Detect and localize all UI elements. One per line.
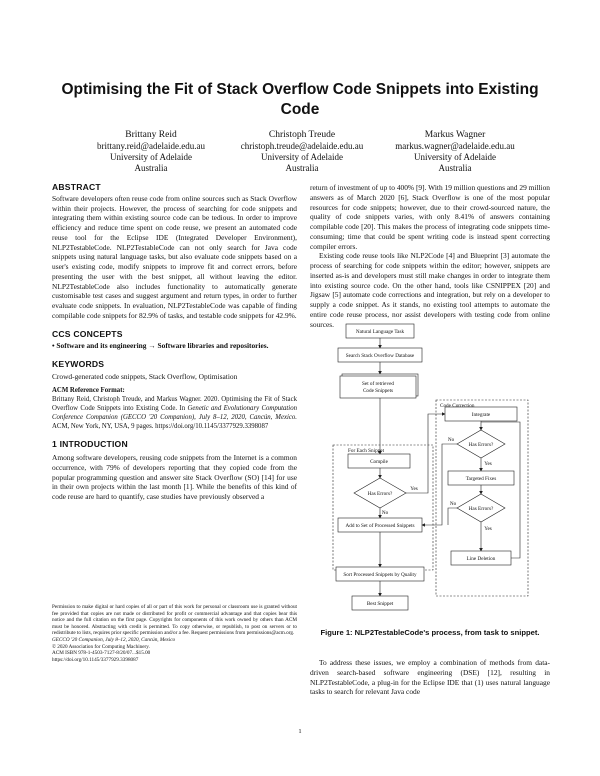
no-label-2: No (447, 437, 455, 443)
page-number: 1 (298, 728, 302, 735)
best-snippet-label: Best Snippet (366, 601, 394, 607)
set-label-2: Code Snippets (362, 388, 394, 394)
yes-label-2: Yes (484, 461, 492, 467)
acm-ref-tail: ACM, New York, NY, USA, 9 pages. https://doi.org/10.1145/3377929.3398087 (52, 423, 269, 431)
intro-heading: 1 INTRODUCTION (52, 439, 128, 450)
author-email: brittany.reid@adelaide.edu.au (97, 141, 205, 151)
has-errors-label: Has Errors? (367, 491, 393, 497)
retrieved-set-node-shadow (340, 376, 416, 398)
footnote-isbn: ACM ISBN 978-1-4503-7127-8/20/07...$15.00 (52, 650, 151, 657)
author-email: christoph.treude@adelaide.edu.au (240, 141, 364, 151)
acm-ref-authors: Brittany Reid, Christoph Treude, and Markus Wagner. 2020. Optimising the Fit of Stack Overflow Code Snippets into Existing Code. In (52, 396, 297, 413)
yes-label-1: Yes (410, 486, 418, 492)
paragraph-existing-tools: Existing code reuse tools like NLP2Code [4] and Blueprint [3] automate the process of searching for code snippets within the editor; however, snippets are inserted as-is and developers must still make changes in order to integrate them into existing source code. On the other hand, tools like CSNIPPEX [20] and Jigsaw [5] automate code corrections and integration, but rely on a developer to supply a code snippet. As it stands, no existing tool attempts to automate the entire code reuse process, nor assist developers with testing code from online sources. (310, 251, 550, 329)
author-country: Australia (134, 163, 168, 173)
set-label-1: Set of retrieved (362, 381, 394, 387)
paragraph-roi: return of investment of up to 400% [9]. With 19 million questions and 29 million answers as of March 2020 [6], Stack Overflow is one of the most popular resources for code snippets; however, due to their crowd-sourced nature, the quality of code snippets varies, with only 8.41% of answers containing compilable code [20]. This makes the process of integrating code snippets time-consuming; time that could be spent writing code is instead spent correcting compiler errors. (310, 183, 550, 251)
for-each-label: For Each Snippet (348, 448, 385, 454)
yes-label-3: Yes (484, 526, 492, 532)
author-affiliation: University of Adelaide (261, 152, 343, 162)
abstract-heading: ABSTRACT (52, 182, 101, 192)
no-label-1: No (381, 510, 389, 516)
search-label: Search Stack Overflow Database (345, 353, 415, 359)
task-label: Natural Language Task (355, 329, 405, 335)
add-set-label: Add to Set of Processed Snippets (345, 523, 415, 529)
figure-caption: Figure 1: NLP2TestableCode's process, from task to snippet. (320, 628, 540, 637)
acm-ref-venue: Genetic and Evolutionary Computation Conference Companion (GECCO '20 Companion), July 8–12, 2020, Cancún, Mexico. (52, 405, 297, 422)
code-correction-label: Code Correction (440, 403, 475, 409)
left-column (52, 183, 297, 502)
permission-notice: Permission to make digital or hard copies of all or part of this work for personal or classroom use is granted without fee provided that copies are not made or distributed for profit or commercial advantage and that copies bear this notice and the full citation on the first page. Copyrights for components of this work owned by others than ACM must be honored. Abstracting with credit is permitted. To copy otherwise, or republish, to post on servers or to redistribute to lists, requires prior specific permission and/or a fee. Request permissions from permissions@acm.org. (52, 604, 297, 637)
paper-title: Optimising the Fit of Stack Overflow Code Snippets into Existing Code (61, 81, 539, 118)
compile-label: Compile (370, 459, 388, 465)
has-errors-2-label: Has Errors? (468, 442, 494, 448)
author-affiliation: University of Adelaide (110, 152, 192, 162)
right-column-bottom (310, 658, 550, 697)
author-affiliation: University of Adelaide (414, 152, 496, 162)
keywords-heading: KEYWORDS (52, 359, 105, 369)
targeted-fixes-label: Targeted Fixes (465, 476, 497, 482)
paragraph-address: To address these issues, we employ a combination of methods from data-driven search-based software engineering (DSE) [12], resulting in NLP2TestableCode, a plug-in for the Eclipse IDE that (1) uses natural language tasks to search for relevant Java code (310, 658, 550, 697)
intro-text: Among software developers, reusing code snippets from the Internet is a common occurrence, with 79% of developers reporting that they copied code from the popular programming question and answer site Stack Overflow (SO) [14] for use in their own projects within the last month [1]. While the benefits of this kind of code reuse are hard to quantify, case studies have previously observed a (52, 453, 297, 501)
process-flowchart (318, 322, 548, 617)
sort-label: Sort Processed Snippets by Quality (343, 572, 417, 578)
abstract-text: Software developers often reuse code from online sources such as Stack Overflow within their projects. However, the process of searching for code snippets and integrating them within existing source code can be tedious. In order to improve efficiency and reduce time spent on code reuse, we present an automated code reuse tool for the Eclipse IDE (Integrated Developer Environment), NLP2TestableCode. NLP2TestableCode can not only search for Java code snippets using natural language tasks, but also evaluate code snippets based on a user's existing code, modify snippets to improve fit and correct errors, before presenting the user with the best snippet, all without leaving the editor. NLP2TestableCode also includes functionality to automatically generate customisable test cases and suggest argument and return types, in order to further evaluate code snippets. In evaluation, NLP2TestableCode was capable of finding compilable code snippets for 82.9% of tasks, and testable code snippets for 42.9%. (52, 193, 297, 320)
acm-ref-heading: ACM Reference Format: (52, 386, 125, 394)
author-block-1 (66, 130, 236, 174)
acm-ref-text (52, 395, 297, 431)
keywords-text: Crowd-generated code snippets, Stack Overflow, Optimisation (52, 371, 238, 381)
footnote-copyright: © 2020 Association for Computing Machinery. (52, 643, 150, 650)
author-name: Markus Wagner (424, 130, 486, 140)
has-errors-3-label: Has Errors? (468, 506, 494, 512)
integrate-label: Integrate (471, 412, 491, 418)
ccs-heading: CCS CONCEPTS (52, 328, 123, 339)
footnote-venue: GECCO '20 Companion, July 8–12, 2020, Cancún, Mexico (52, 636, 176, 643)
footnote-doi: https://doi.org/10.1145/3377929.3398087 (52, 656, 139, 663)
author-name: Brittany Reid (125, 130, 177, 140)
ccs-text: • Software and its engineering → Software libraries and repositories. (52, 341, 269, 351)
right-column-top (310, 183, 550, 329)
author-country: Australia (285, 163, 319, 173)
author-block-2 (217, 130, 387, 174)
author-email: markus.wagner@adelaide.edu.au (395, 141, 515, 151)
footnote (52, 604, 297, 663)
author-country: Australia (438, 163, 472, 173)
no-label-3: No (449, 501, 457, 507)
author-block-3 (370, 130, 540, 174)
author-name: Christoph Treude (268, 130, 336, 140)
line-deletion-label: Line Deletion (466, 556, 496, 562)
